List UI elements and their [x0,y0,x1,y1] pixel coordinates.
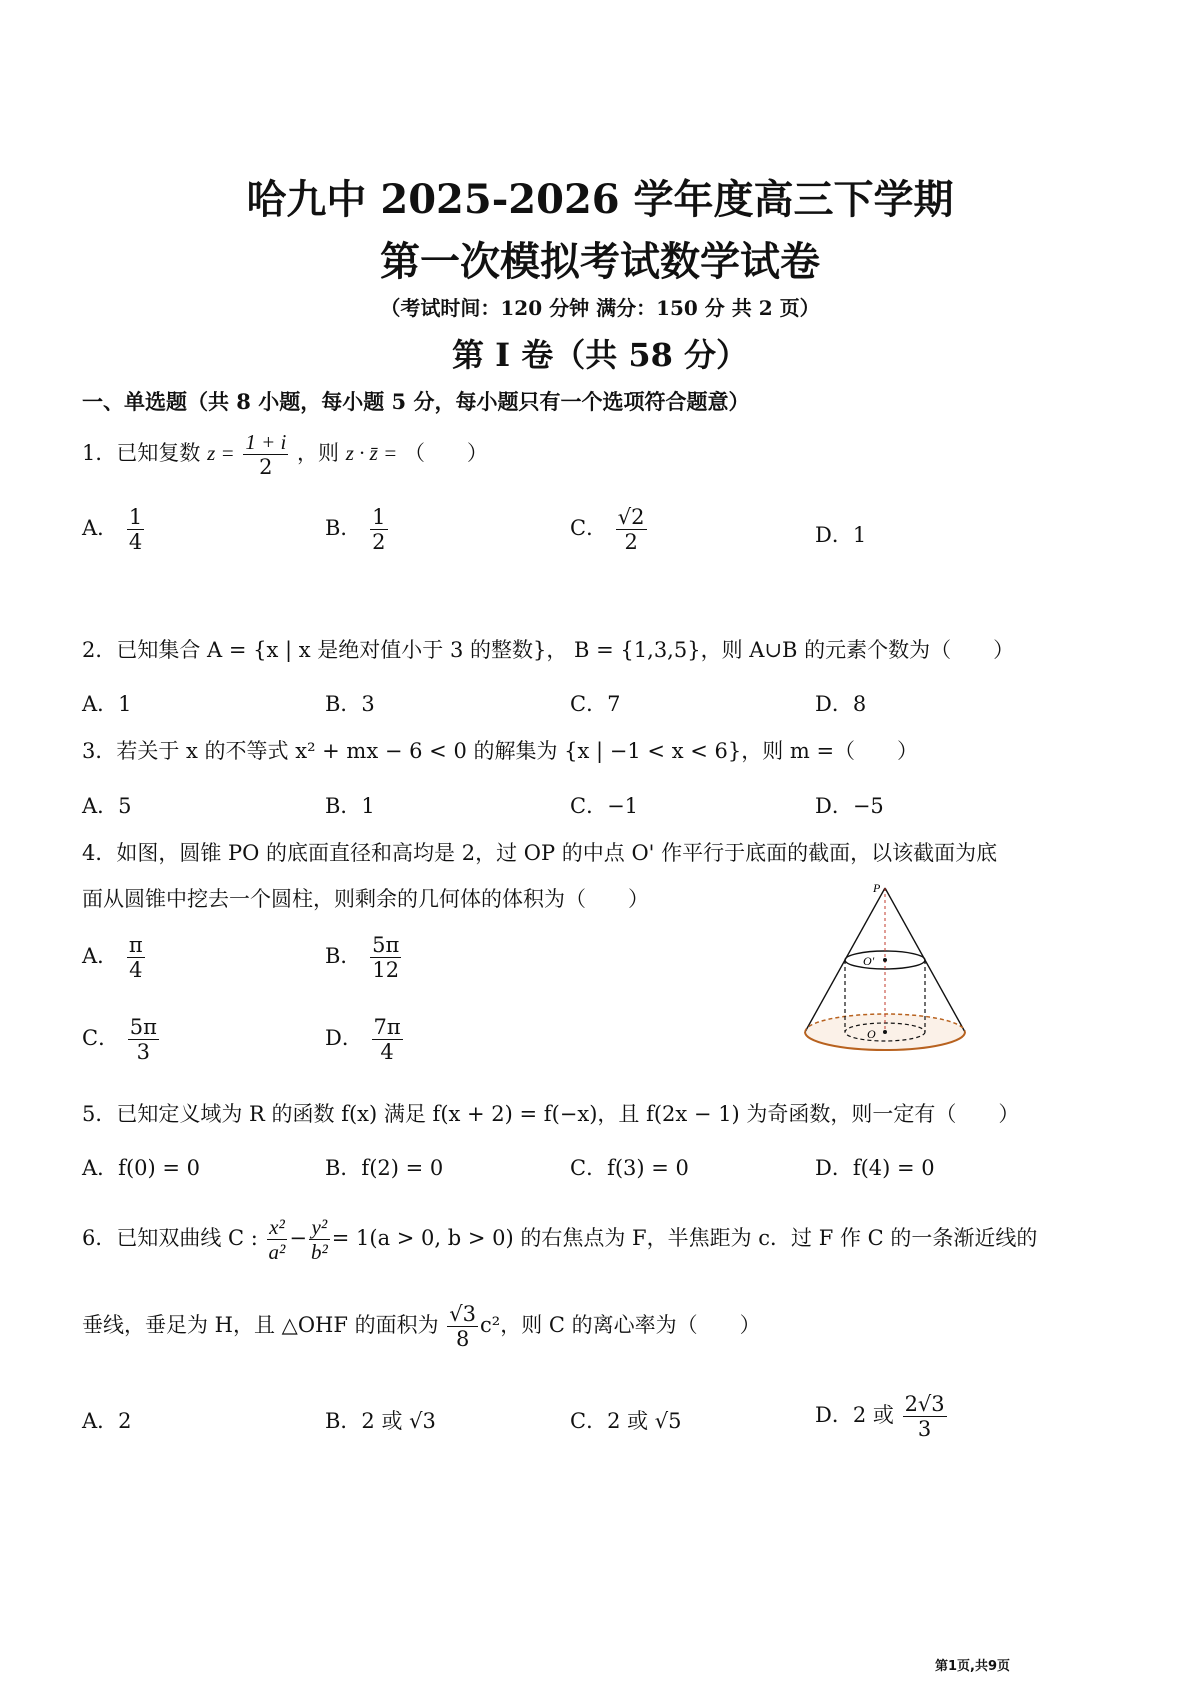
question-4-line1: 4．如图，圆锥 PO 的底面直径和高均是 2，过 OP 的中点 O' 作平行于底面的截面，以该截面为底 [82,841,998,865]
q6-d-num: 2√3 [904,1392,945,1416]
cone-figure [795,880,975,1055]
q1-b-num: 1 [372,505,386,529]
q6-eight: 8 [455,1327,470,1352]
q6-option-d-label: D．2 或 [815,1403,894,1428]
q1-option-c[interactable] [570,505,649,554]
q4-d-num: 7π [373,1015,401,1039]
q6-x2: x² [267,1215,288,1240]
point-o-prime [883,958,887,962]
q6-option-a[interactable]: A．2 [82,1409,132,1433]
question-5: 5．已知定义域为 R 的函数 f(x) 满足 f(x + 2) = f(−x)，且 f(2x − 1) 为奇函数，则一定有（ ） [82,1102,1020,1126]
q6-option-d-fraction [903,1392,947,1441]
q1-b-den: 2 [372,530,386,555]
q6-line2-prefix: 垂线，垂足为 H，且 △OHF 的面积为 [82,1313,439,1338]
point-o [883,1030,887,1034]
q6-frac-area [447,1302,478,1351]
q4-b-den: 12 [372,958,400,983]
q4-option-a[interactable] [82,933,147,982]
q6-d-den: 3 [917,1417,932,1442]
q6-line1-suffix: = 1(a > 0, b > 0) 的右焦点为 F，半焦距为 c．过 F 作 C 的一条渐近线的 [331,1226,1038,1251]
label-o: O [867,1027,876,1041]
q4-b-num: 5π [372,933,400,957]
q4-option-b[interactable] [325,933,403,982]
q3-option-c[interactable]: C．−1 [570,794,639,818]
q1-mid: ，则 [297,441,340,466]
exam-title-line1: 哈九中 2025-2026 学年度高三下学期 [246,176,954,223]
q4-c-den: 3 [136,1040,151,1065]
q4-option-c[interactable] [82,1015,161,1064]
question-2: 2．已知集合 A = {x | x 是绝对值小于 3 的整数}， B = {1,3,5}，则 A∪B 的元素个数为（ ） [82,638,1015,662]
q3-option-b[interactable]: B．1 [325,794,375,818]
q1-option-b-fraction [370,505,387,554]
q1-option-a[interactable] [82,505,146,554]
q1-option-d-value: 1 [852,523,867,547]
q6-option-b[interactable]: B．2 或 √3 [325,1409,436,1433]
q5-option-c[interactable]: C．f(3) = 0 [570,1156,689,1180]
q6-sqrt3: √3 [449,1302,477,1326]
q4-option-c-label: C． [82,1026,120,1051]
q1-c-den: 2 [624,530,638,555]
q1-fraction [243,430,288,479]
q5-option-b[interactable]: B．f(2) = 0 [325,1156,444,1180]
q1-denominator: 2 [259,455,273,480]
page-number: 第1页,共9页 [934,1659,1010,1674]
q1-a-den: 4 [128,530,143,555]
question-1 [82,430,488,479]
q1-option-c-fraction [616,505,647,554]
q1-prefix: 1．已知复数 [82,441,201,466]
q5-option-d[interactable]: D．f(4) = 0 [815,1156,935,1180]
exam-title-line2: 第一次模拟考试数学试卷 [380,238,820,285]
q1-option-d[interactable] [815,519,866,549]
q4-option-b-label: B． [325,944,362,969]
q3-option-d[interactable]: D．−5 [815,794,884,818]
q1-a-num: 1 [128,505,143,529]
question-4-line2: 面从圆锥中挖去一个圆柱，则剩余的几何体的体积为（ ） [82,887,649,911]
q4-option-d-fraction [372,1015,403,1064]
q6-y2: y² [309,1215,330,1240]
q1-option-d-label: D． [815,523,853,547]
q4-option-d[interactable] [325,1015,405,1064]
q3-option-a[interactable]: A．5 [82,794,132,818]
q6-option-c[interactable]: C．2 或 √5 [570,1409,682,1433]
q2-option-b[interactable]: B．3 [325,692,375,716]
q1-paren: （ ） [403,441,488,466]
q4-option-d-label: D． [325,1026,363,1051]
q2-option-d[interactable]: D．8 [815,692,867,716]
q1-c-num: √2 [617,505,645,529]
q4-c-num: 5π [129,1015,157,1039]
exam-info: （考试时间：120 分钟 满分：150 分 共 2 页） [380,296,820,320]
q2-option-a[interactable]: A．1 [82,692,132,716]
q4-a-den: 4 [129,958,143,983]
question-6-line2 [82,1302,761,1351]
q1-option-a-fraction [127,505,144,554]
q1-z: z = [207,441,235,466]
q4-option-c-fraction [128,1015,159,1064]
q2-option-c[interactable]: C．7 [570,692,621,716]
q4-option-a-fraction [127,933,145,982]
q1-expression: z · z̄ = [345,441,398,466]
q1-option-b[interactable] [325,505,390,554]
q4-option-a-label: A． [82,944,119,969]
q4-d-den: 4 [380,1040,394,1065]
q4-option-b-fraction [370,933,401,982]
q4-a-num: π [128,933,143,957]
question-3: 3．若关于 x 的不等式 x² + mx − 6 < 0 的解集为 {x | −1 < x < 6}，则 m =（ ） [82,739,919,763]
q6-b2: b² [310,1240,328,1265]
q6-prefix: 6．已知双曲线 C : [82,1226,258,1251]
label-o-prime: O' [863,954,875,968]
label-p: P [873,881,881,895]
q6-line2-suffix: c²，则 C 的离心率为（ ） [480,1313,761,1338]
q1-numerator: 1 + i [245,430,287,454]
section-heading: 一、单选题（共 8 小题，每小题 5 分，每小题只有一个选项符合题意） [82,389,750,414]
q6-frac-x [267,1215,288,1264]
q1-option-a-label: A． [82,516,119,541]
q6-a2: a² [268,1240,286,1265]
question-6-line1: 6．已知双曲线 C : $\frac{\text{x²}}{\text{a²}}$ − $\frac{\text{y²}}{\text{b²}}$ = 1(a > 0, b > 0) 的右焦点为 F，半焦距为 c．过 F 作 C 的一条渐近线的 [82,1215,1038,1265]
volume-heading: 第 I 卷（共 58 分） [451,336,749,374]
q5-option-a[interactable]: A．f(0) = 0 [82,1156,200,1180]
q1-option-b-label: B． [325,516,362,541]
q6-frac-y [309,1215,330,1264]
q6-option-d[interactable] [815,1392,949,1441]
q1-option-c-label: C． [570,516,608,541]
